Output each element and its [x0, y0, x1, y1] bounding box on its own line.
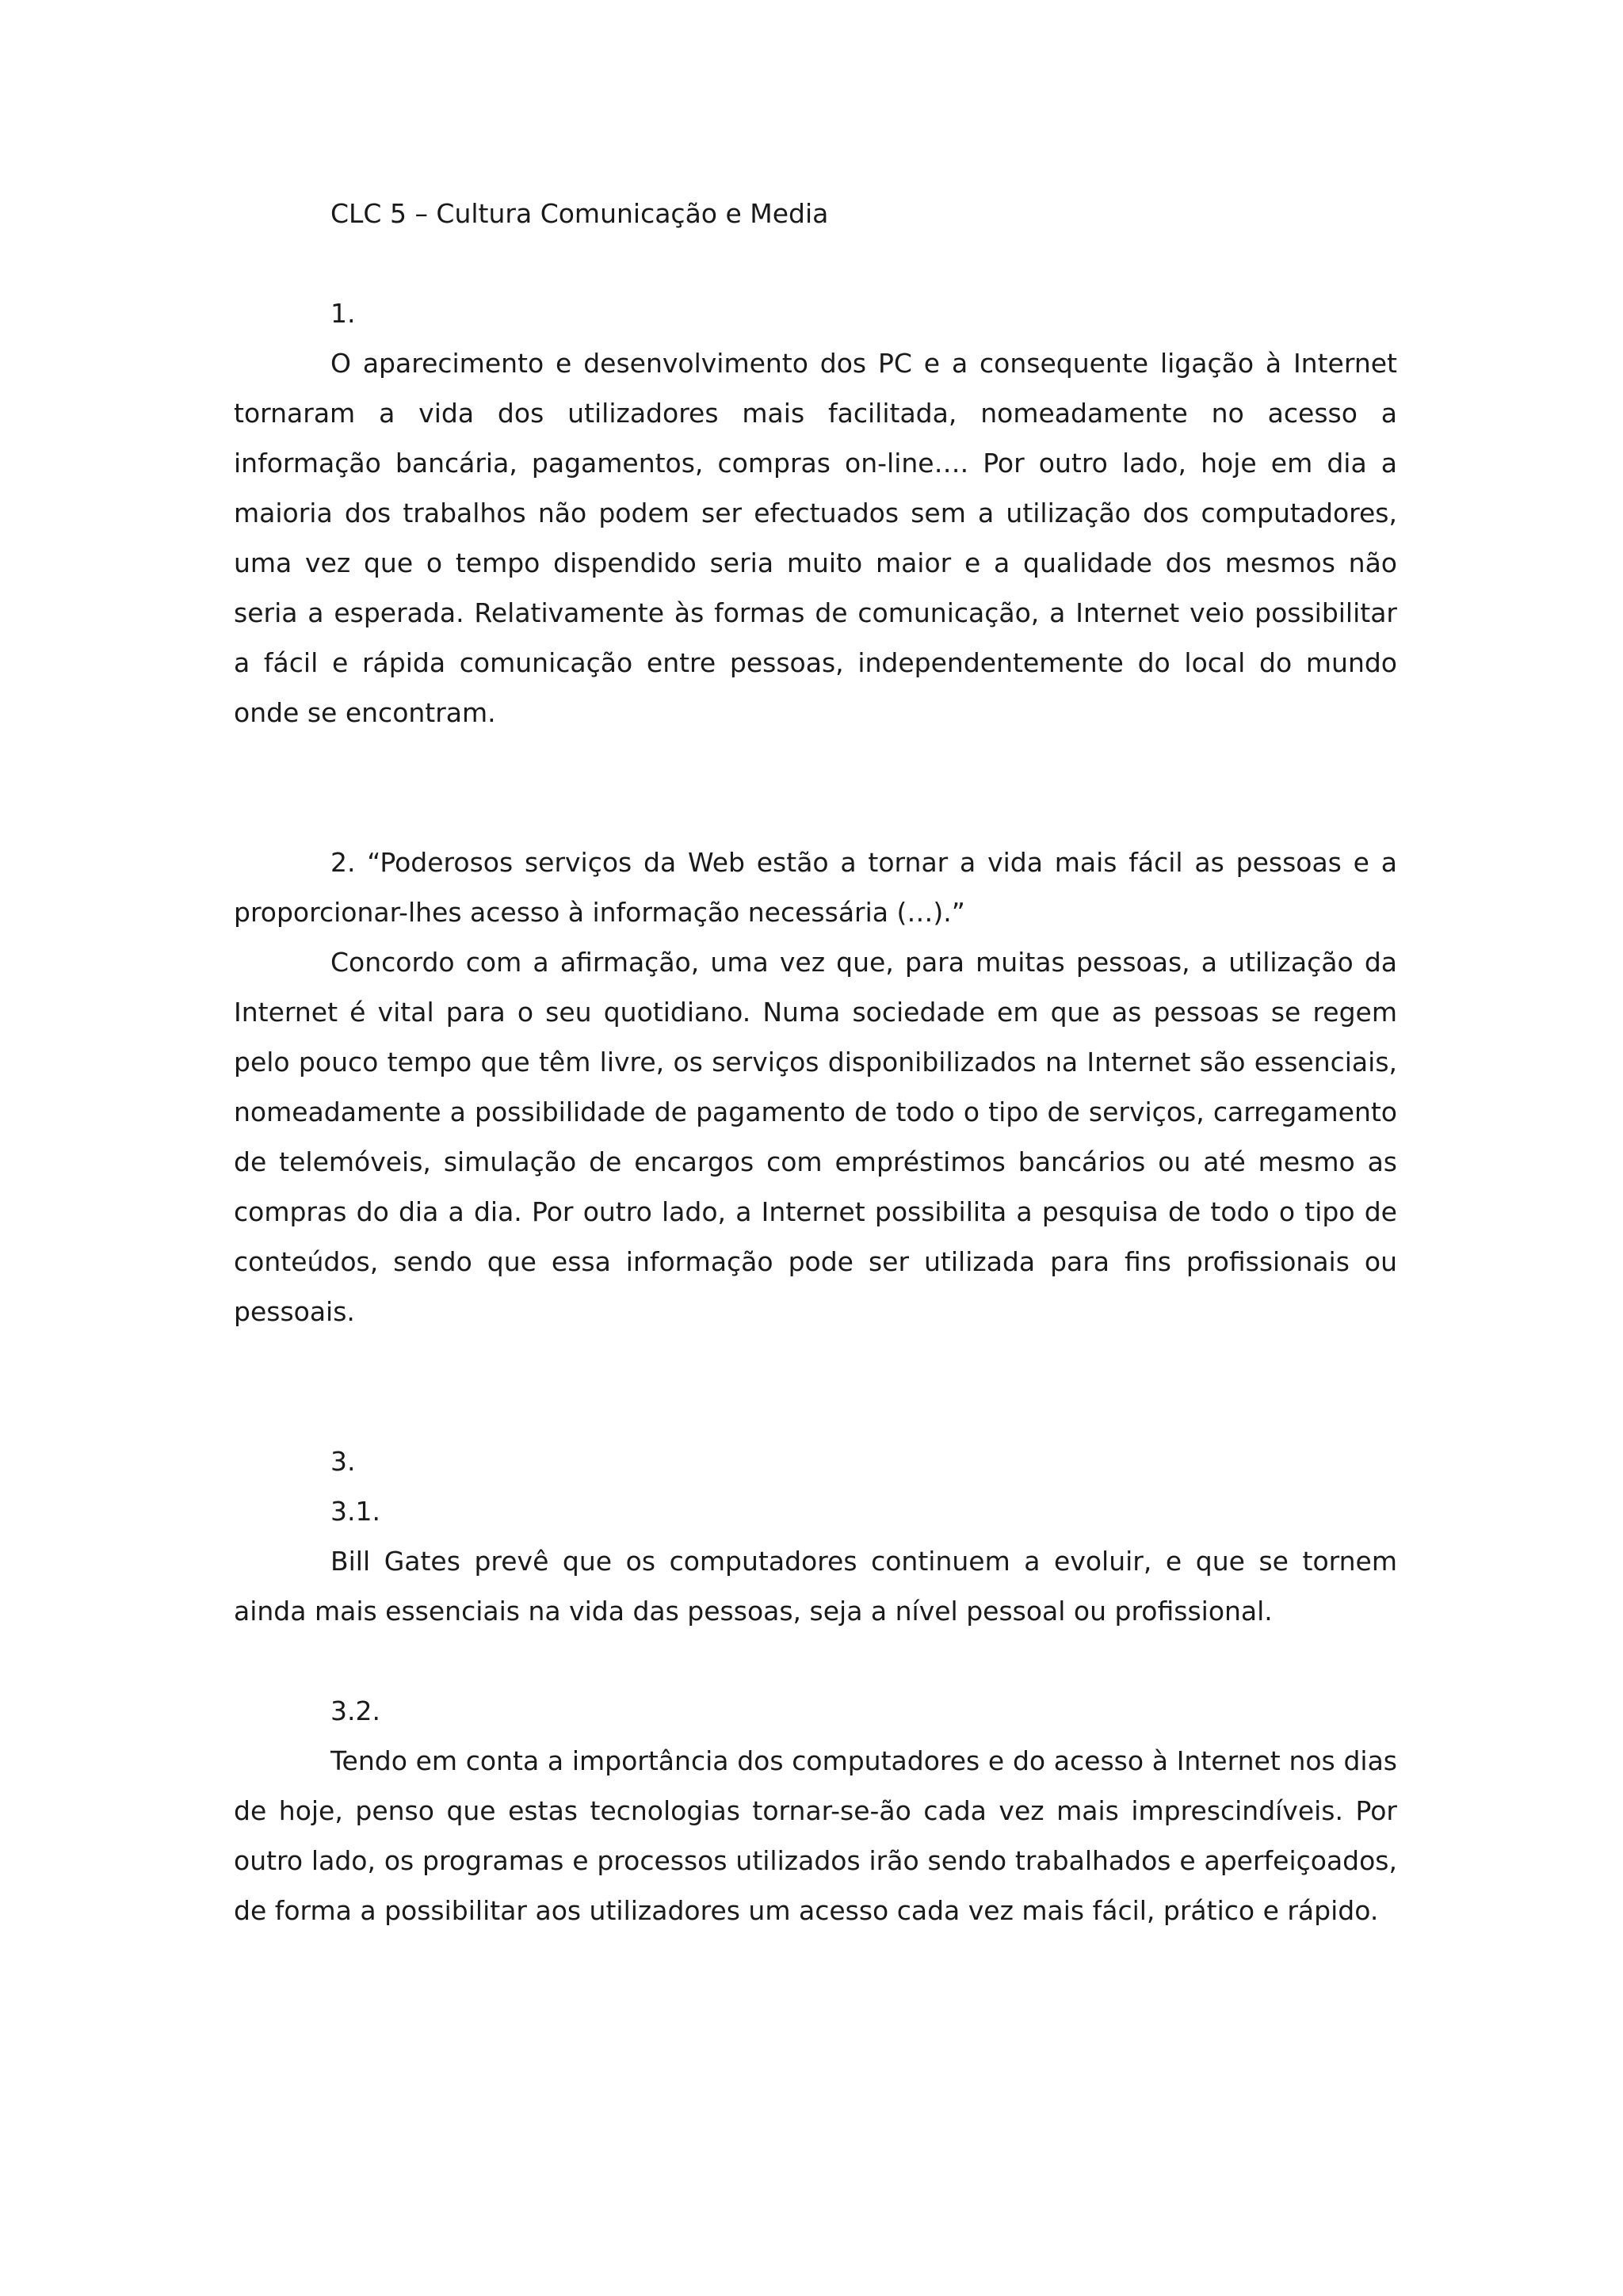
section-1-paragraph: O aparecimento e desenvolvimento dos PC e a consequente ligação à Internet tornaram a vida dos utilizadores mais facilitada, nomeadamente no acesso a informação bancária, pagamentos, compras on-line…. Por outro lado, hoje em dia a maioria dos trabalhos não podem ser efectuados sem a utilização dos computadores, uma vez que o tempo dispendido seria muito maior e a qualidade dos mesmos não seria a esperada. Relativamente às formas de comunicação, a Internet veio possibilitar a fácil e rápida comunicação entre pessoas, independentemente do local do mundo onde se encontram.	[234, 348, 1397, 728]
section-2-paragraph: Concordo com a afirmação, uma vez que, para muitas pessoas, a utilização da Internet é vital para o seu quotidiano. Numa sociedade em que as pessoas se regem pelo pouco tempo que têm livre, os serviços disponibilizados na Internet são essenciais, nomeadamente a possibilidade de pagamento de todo o tipo de serviços, carregamento de telemóveis, simulação de encargos com empréstimos bancários ou até mesmo as compras do dia a dia. Por outro lado, a Internet possibilita a pesquisa de todo o tipo de conteúdos, sendo que essa informação pode ser utilizada para fins profissionais ou pessoais.	[234, 947, 1397, 1327]
section-3-2-number: 3.2.	[330, 1695, 380, 1726]
document-body	[234, 189, 1397, 1936]
spacer	[234, 1636, 1397, 1686]
section-2-quote: 2. “Poderosos serviços da Web estão a tornar a vida mais fácil as pessoas e a proporcionar-lhes acesso à informação necessária (…).”	[234, 847, 1397, 928]
spacer	[234, 1337, 1397, 1436]
section-3-2-paragraph: Tendo em conta a importância dos computadores e do acesso à Internet nos dias de hoje, penso que estas tecnologias tornar-se-ão cada vez mais imprescindíveis. Por outro lado, os programas e processos utilizados irão sendo trabalhados e aperfeiçoados, de forma a possibilitar aos utilizadores um acesso cada vez mais fácil, prático e rápido.	[234, 1745, 1397, 1926]
section-3-1-paragraph: Bill Gates prevê que os computadores continuem a evoluir, e que se tornem ainda mais essenciais na vida das pessoas, seja a nível pessoal ou profissional.	[234, 1546, 1397, 1627]
document-title: CLC 5 – Cultura Comunicação e Media	[330, 198, 829, 229]
section-3-1-number: 3.1.	[330, 1496, 380, 1527]
section-3-number: 3.	[330, 1446, 356, 1477]
spacer	[234, 238, 1397, 288]
spacer	[234, 738, 1397, 837]
section-1-number: 1.	[330, 298, 356, 329]
